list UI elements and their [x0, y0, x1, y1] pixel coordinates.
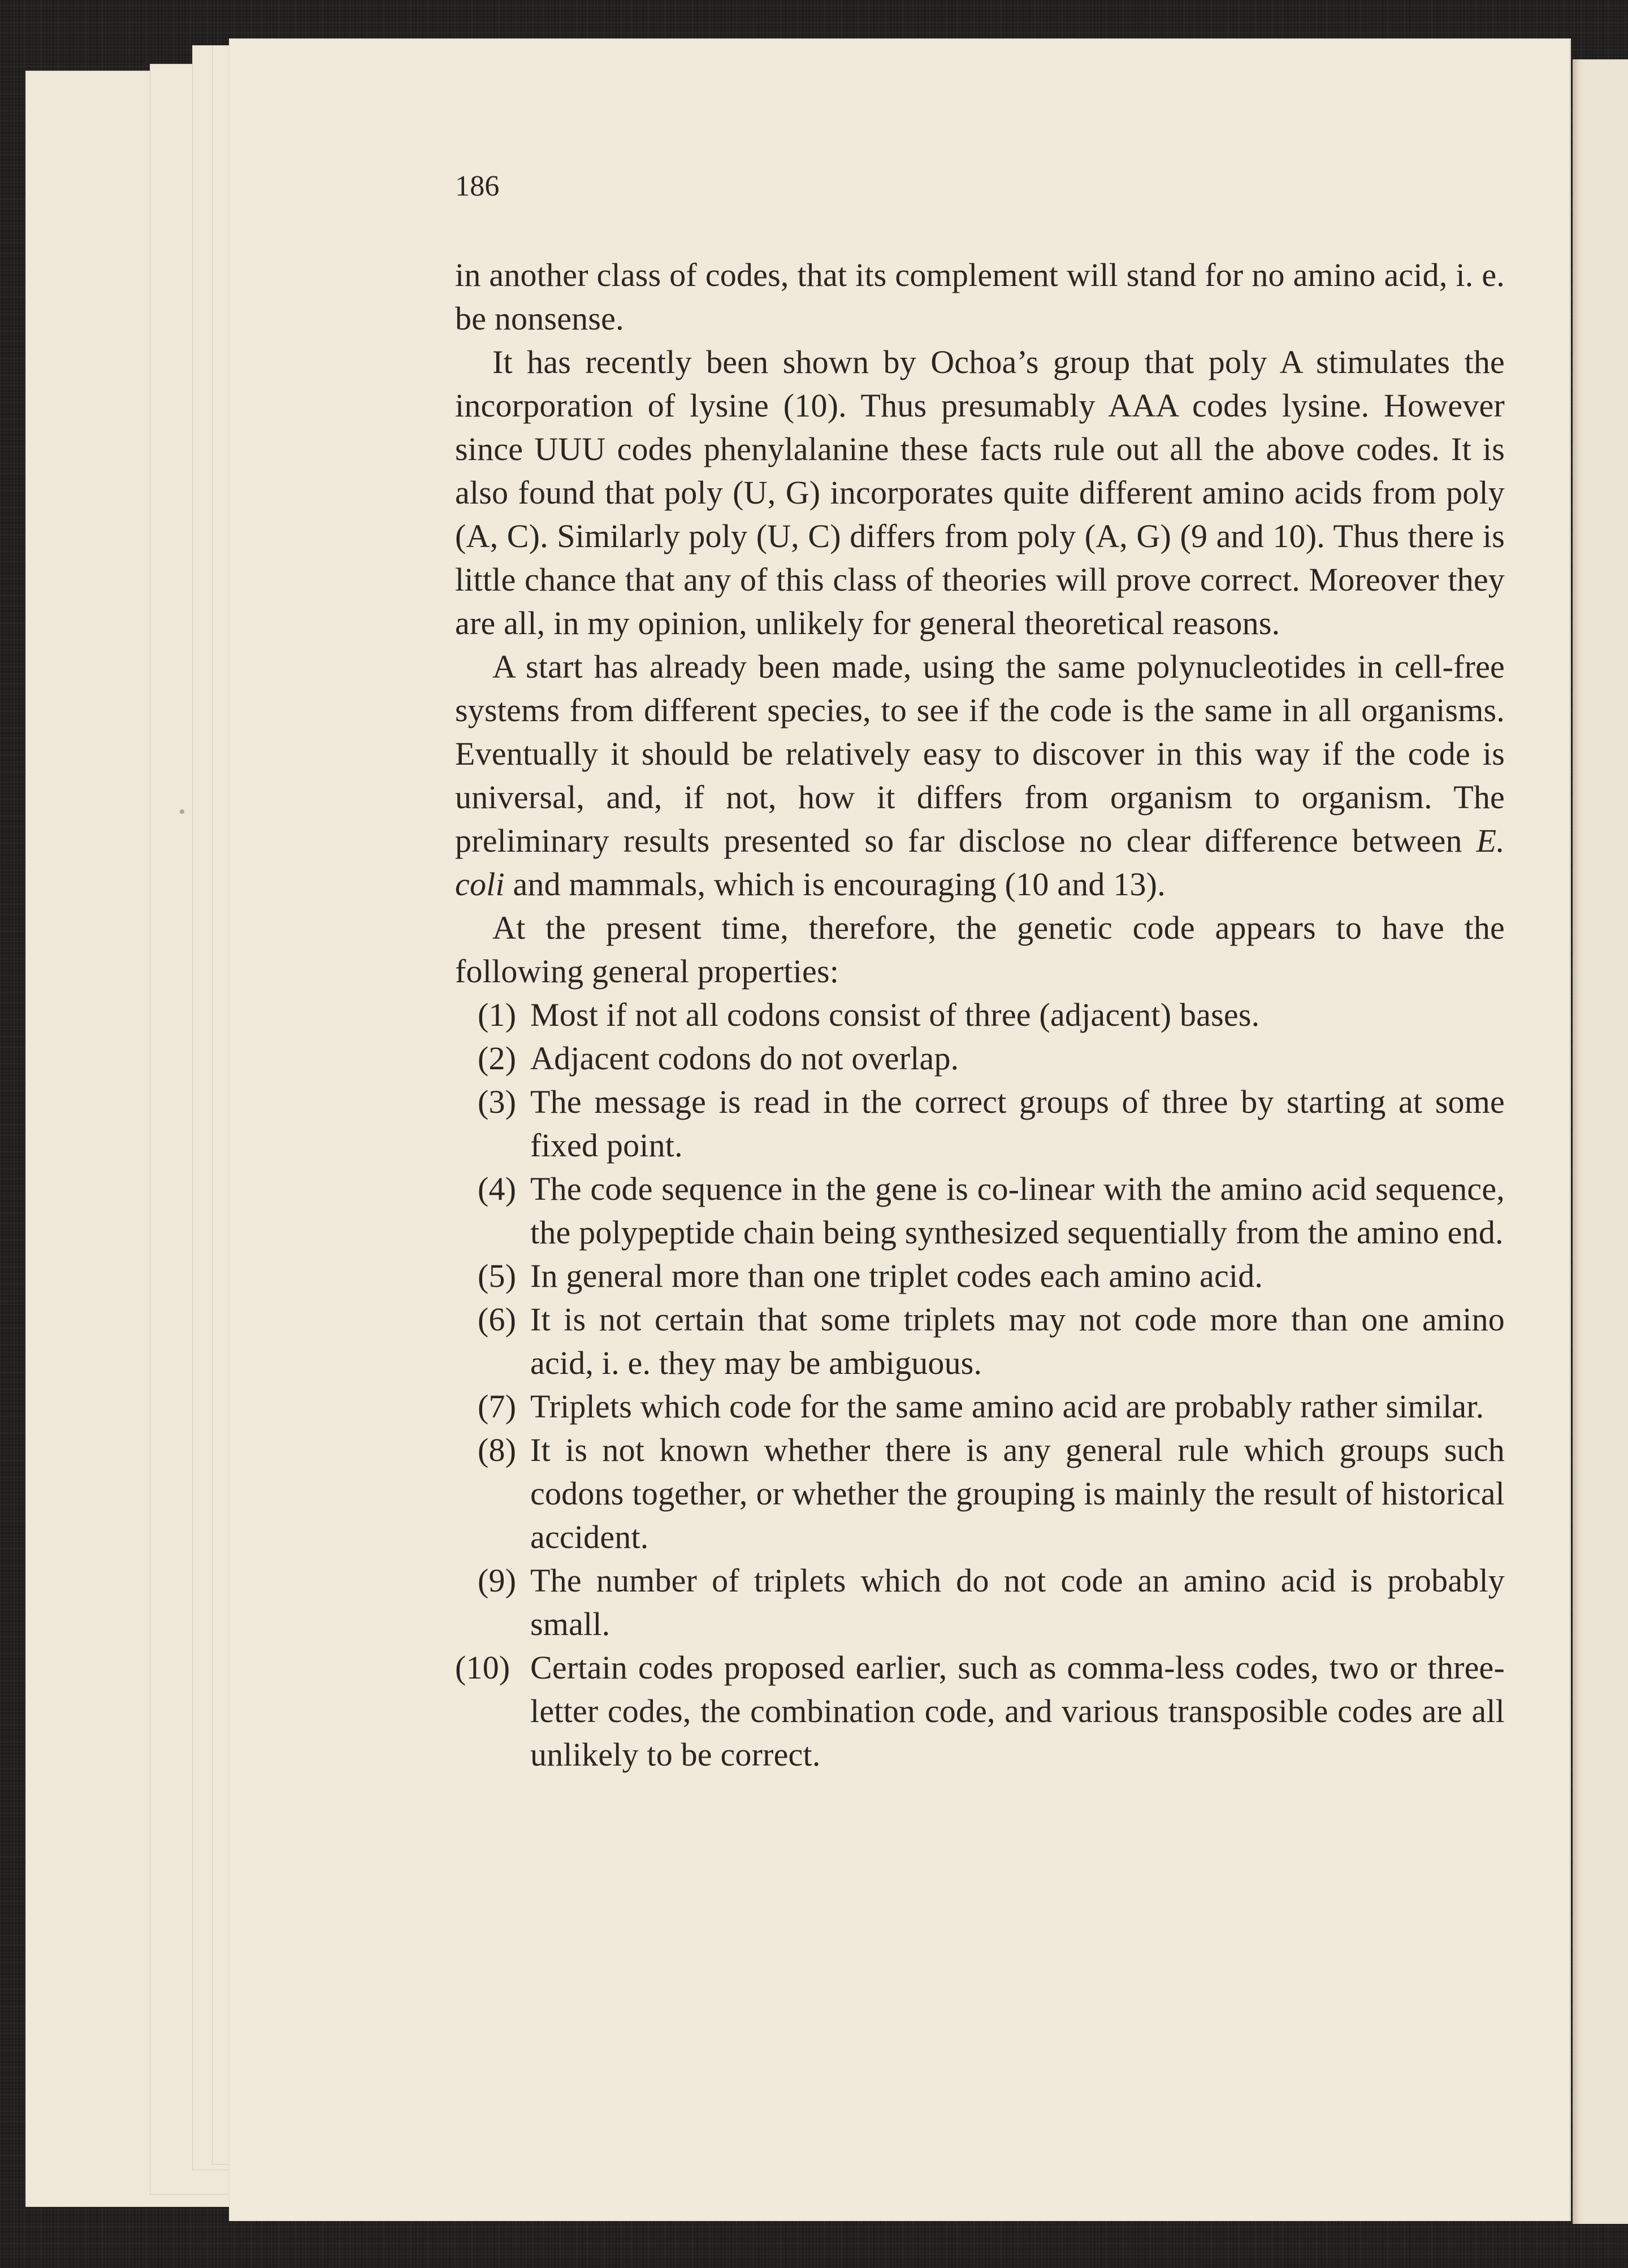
list-number: (1) [478, 996, 517, 1033]
list-item [455, 1298, 1505, 1385]
list-number: (5) [478, 1257, 517, 1294]
list-item [455, 1428, 1505, 1559]
species-name: E. coli [455, 822, 1505, 903]
list-text: Triplets which code for the same amino acid are probably rather similar. [530, 1388, 1484, 1425]
list-text: Most if not all codons consist of three (adjacent) bases. [530, 996, 1260, 1033]
body-text [455, 253, 1505, 1776]
list-text: Adjacent codons do not overlap. [530, 1040, 959, 1077]
page-number: 186 [455, 170, 500, 202]
paragraph-text: A start has already been made, using the same polynucleotides in cell-free systems from different species, to see if the code is the same in all organisms. Eventually it should be relatively easy to discover in this way if the code is universal, and, if not, how it differs from organism to organism. The preliminary results presented so far disclose no clear difference between [455, 648, 1505, 859]
list-text: In general more than one triplet codes each amino acid. [530, 1257, 1263, 1294]
list-item [455, 993, 1505, 1037]
paragraph: It has recently been shown by Ochoa’s group that poly A stimulates the incorporation of lysine (10). Thus presumably AAA codes lysine. However since UUU codes phenylalanine these facts rule out all the above codes. It is also found that poly (U, G) incorporates quite different amino acids from poly (A, C). Similarly poly (U, C) differs from poly (A, G) (9 and 10). Thus there is little chance that any of this class of theories will prove correct. Moreover they are all, in my opinion, unlikely for general theoretical reasons. [455, 344, 1505, 641]
list-item [455, 1167, 1505, 1254]
list-item [455, 1385, 1505, 1428]
list-number: (7) [478, 1388, 517, 1425]
adjacent-page-edge [1573, 59, 1628, 2224]
paragraph [455, 645, 1505, 906]
paragraph: in another class of codes, that its complement will stand for no amino acid, i. e. be nonsense. [455, 257, 1505, 337]
list-number: (10) [455, 1649, 510, 1686]
list-number: (8) [478, 1432, 517, 1468]
list-number: (6) [478, 1301, 517, 1338]
paragraph: At the present time, therefore, the genetic code appears to have the following general properties: [455, 909, 1505, 990]
list-text: The message is read in the correct groups of three by starting at some fixed point. [530, 1083, 1505, 1164]
list-text: The number of triplets which do not code an amino acid is probably small. [530, 1562, 1505, 1642]
list-number: (2) [478, 1040, 517, 1077]
list-item [455, 1646, 1505, 1776]
list-item [455, 1254, 1505, 1298]
list-text: The code sequence in the gene is co-linear with the amino acid sequence, the polypeptide chain being synthesized sequentially from the amino end. [530, 1170, 1505, 1251]
list-number: (4) [478, 1170, 517, 1207]
list-text: Certain codes proposed earlier, such as comma-less codes, two or three-letter codes, the combination code, and various transposible codes are all unlikely to be correct. [530, 1649, 1505, 1773]
list-number: (9) [478, 1562, 517, 1599]
paper-speck [180, 809, 184, 814]
list-item [455, 1559, 1505, 1646]
paragraph-text: and mammals, which is encouraging (10 and 13). [504, 866, 1166, 903]
list-item [455, 1080, 1505, 1167]
properties-list [455, 993, 1505, 1776]
list-number: (3) [478, 1083, 517, 1120]
list-text: It is not known whether there is any general rule which groups such codons together, or whether the grouping is mainly the result of historical accident. [530, 1432, 1505, 1555]
book-page [229, 38, 1570, 2221]
list-text: It is not certain that some triplets may not code more than one amino acid, i. e. they may be ambiguous. [530, 1301, 1505, 1381]
list-item [455, 1037, 1505, 1080]
